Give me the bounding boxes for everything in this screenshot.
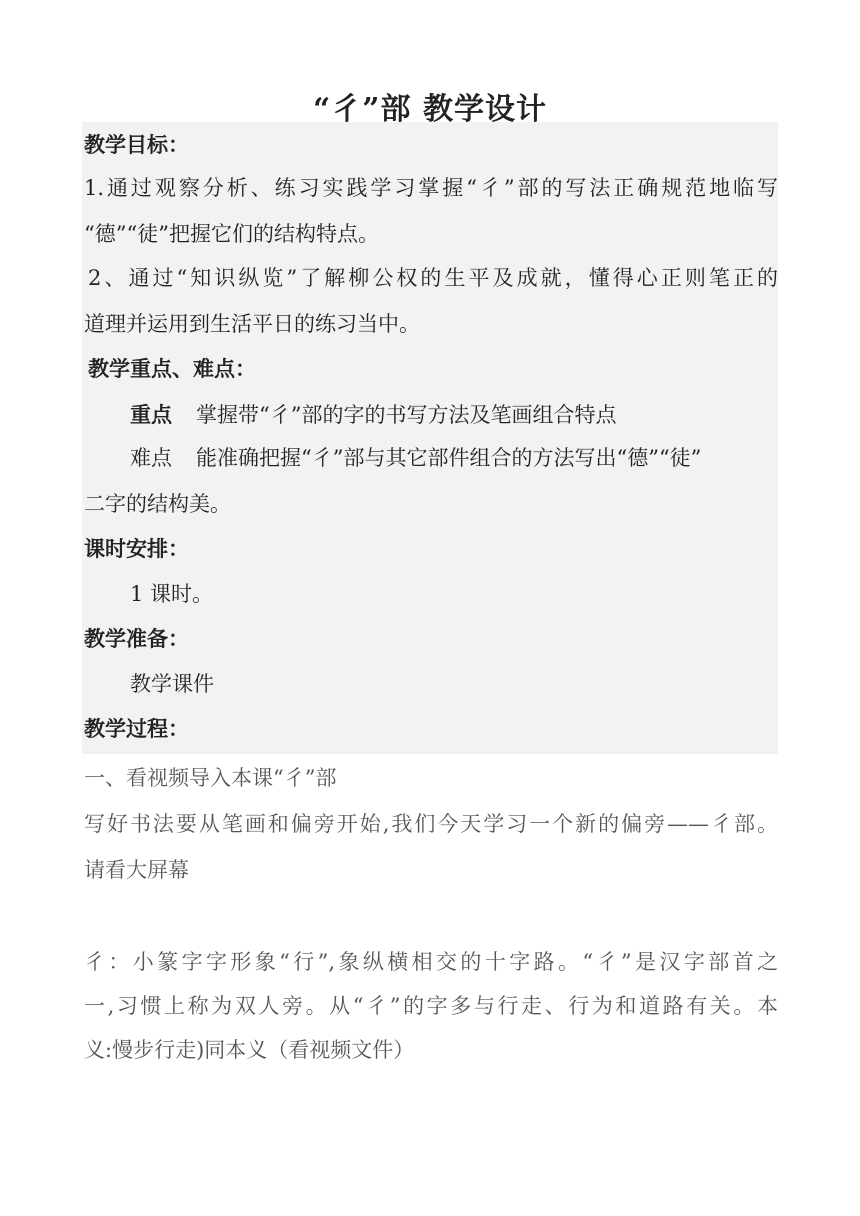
description-line-3: 义:慢步行走)同本义（看视频文件） xyxy=(84,1038,415,1062)
objectives-heading: 教学目标： xyxy=(84,132,189,157)
focus-row xyxy=(130,404,616,426)
objective-1-line-1: 1.通过观察分析、练习实践学习掌握“彳”部的写法正确规范地临写 xyxy=(84,176,778,200)
focus-label: 重点 xyxy=(130,402,172,427)
objective-2-line-2: 道理并运用到生活平日的练习当中。 xyxy=(84,312,420,336)
objective-2-line-1: 2、通过“知识纵览”了解柳公权的生平及成就，懂得心正则笔正的 xyxy=(88,266,778,290)
description-line-1: 彳：小篆字字形象“行”,象纵横相交的十字路。“彳”是汉字部首之 xyxy=(84,950,778,974)
description-line-2: 一,习惯上称为双人旁。从“彳”的字多与行走、行为和道路有关。本 xyxy=(84,994,778,1018)
difficulty-label: 难点 xyxy=(130,446,172,470)
section-1-title: 一、看视频导入本课“彳”部 xyxy=(84,766,337,790)
difficulty-row xyxy=(130,448,701,469)
document-title: “彳”部 教学设计 xyxy=(313,92,547,127)
process-heading: 教学过程： xyxy=(84,716,189,741)
schedule-heading: 课时安排： xyxy=(84,536,189,561)
preparation-heading: 教学准备： xyxy=(84,626,189,651)
objective-1-line-2: “德”“徒”把握它们的结构特点。 xyxy=(84,222,379,246)
difficulty-text: 能准确把握“彳”部与其它部件组合的方法写出“德”“徒” xyxy=(196,446,702,470)
preparation-text: 教学课件 xyxy=(130,672,214,696)
keypoints-heading: 教学重点、难点： xyxy=(88,356,256,381)
schedule-text: 1 课时。 xyxy=(130,582,214,606)
intro-line-1: 写好书法要从笔画和偏旁开始,我们今天学习一个新的偏旁——彳部。 xyxy=(84,812,778,836)
difficulty-line-2: 二字的结构美。 xyxy=(84,492,231,516)
focus-text: 掌握带“彳”部的字的书写方法及笔画组合特点 xyxy=(196,403,617,427)
intro-line-2: 请看大屏幕 xyxy=(84,858,189,882)
highlight-background xyxy=(82,122,778,754)
